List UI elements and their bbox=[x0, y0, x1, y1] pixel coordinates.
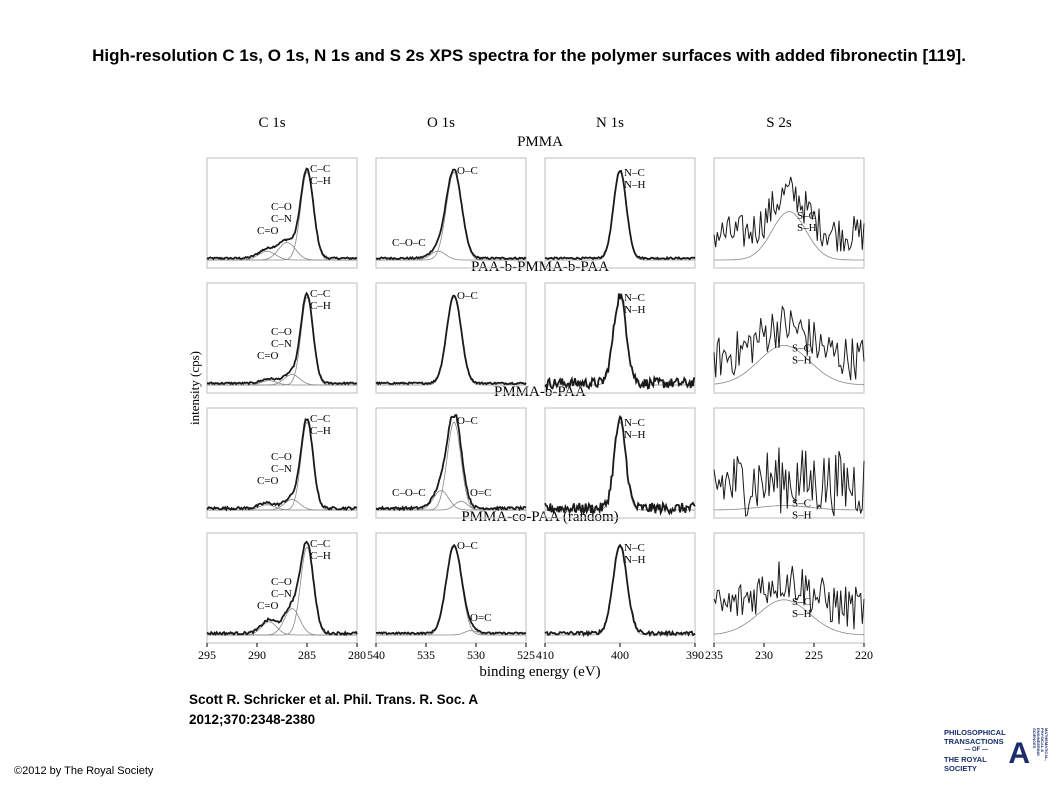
spectrum-line bbox=[714, 177, 864, 252]
peak-annotation: N–H bbox=[624, 554, 646, 566]
citation-line-2: 2012;370:2348-2380 bbox=[189, 712, 316, 727]
row-label: PMMA-co-PAA (random) bbox=[461, 509, 619, 525]
x-tick-label: 225 bbox=[805, 648, 823, 662]
column-header: N 1s bbox=[596, 115, 624, 131]
peak-annotation: S–H bbox=[792, 608, 812, 621]
x-tick-label: 540 bbox=[367, 648, 385, 662]
peak-annotation: C–H bbox=[310, 175, 331, 187]
fit-component-line bbox=[545, 297, 695, 385]
fit-component-line bbox=[545, 422, 695, 510]
peak-annotation: C–O bbox=[271, 576, 292, 588]
peak-annotation: C=O bbox=[257, 350, 279, 362]
x-tick-label: 235 bbox=[705, 648, 723, 662]
peak-annotation: C–N bbox=[271, 463, 292, 475]
peak-annotation: S–C bbox=[792, 596, 811, 609]
citation-line-1: Scott R. Schricker et al. Phil. Trans. R. Soc. A bbox=[189, 692, 479, 707]
fit-component-line bbox=[714, 506, 864, 510]
peak-annotation: N–C bbox=[624, 292, 645, 304]
column-header: C 1s bbox=[258, 115, 286, 131]
peak-annotation: C–N bbox=[271, 588, 292, 600]
x-tick-label: 535 bbox=[417, 648, 435, 662]
peak-annotation: C=O bbox=[257, 600, 279, 612]
spectrum-line bbox=[545, 171, 695, 259]
peak-annotation: C–N bbox=[271, 338, 292, 350]
x-tick-label: 410 bbox=[536, 648, 554, 662]
fit-component-line bbox=[376, 297, 526, 385]
spectrum-line bbox=[714, 561, 864, 629]
logo-line-2: TRANSACTIONS bbox=[944, 737, 1004, 746]
peak-annotation: N–C bbox=[624, 417, 645, 429]
logo-letter: A bbox=[1008, 737, 1030, 770]
logo-line-5: SOCIETY bbox=[944, 764, 977, 773]
copyright-notice: ©2012 by The Royal Society bbox=[14, 765, 154, 777]
panel-frame bbox=[545, 283, 695, 393]
column-header: O 1s bbox=[427, 115, 455, 131]
panel-frame bbox=[545, 408, 695, 518]
spectrum-line bbox=[545, 417, 695, 514]
spectrum-line bbox=[714, 307, 864, 380]
peak-annotation: S–C bbox=[797, 209, 816, 222]
fit-component-line bbox=[545, 547, 695, 635]
x-axis-label: binding energy (eV) bbox=[479, 664, 601, 680]
peak-annotation: S–C bbox=[792, 342, 811, 355]
x-tick-label: 390 bbox=[686, 648, 704, 662]
citation bbox=[189, 690, 478, 730]
panel-frame bbox=[714, 533, 864, 643]
x-tick-label: 530 bbox=[467, 648, 485, 662]
peak-annotation: C–H bbox=[310, 300, 331, 312]
y-axis-label: intensity (cps) bbox=[187, 350, 202, 426]
spectrum-line bbox=[376, 296, 526, 385]
row-label: PAA-b-PMMA-b-PAA bbox=[470, 259, 610, 275]
peak-annotation: C–O bbox=[271, 201, 292, 213]
peak-annotation: S–C bbox=[792, 497, 811, 510]
x-tick-label: 400 bbox=[611, 648, 629, 662]
spectrum-line bbox=[545, 545, 695, 635]
logo-line-1: PHILOSOPHICAL bbox=[944, 728, 1006, 737]
fit-component-line bbox=[545, 172, 695, 260]
peak-annotation: C–C bbox=[310, 413, 331, 425]
panel-frame bbox=[545, 533, 695, 643]
fit-component-line bbox=[207, 609, 357, 635]
x-tick-label: 290 bbox=[248, 648, 266, 662]
peak-annotation: C–C bbox=[310, 163, 331, 175]
peak-annotation: O=C bbox=[470, 487, 492, 499]
peak-annotation: O–C bbox=[457, 165, 478, 177]
peak-annotation: S–H bbox=[797, 221, 817, 234]
row-label: PMMA-b-PAA bbox=[494, 384, 586, 400]
peak-annotation: O–C bbox=[457, 415, 478, 427]
figure-title: High-resolution C 1s, O 1s, N 1s and S 2s XPS spectra for the polymer surfaces with added fibronectin [119]. bbox=[92, 46, 966, 65]
panel-frame bbox=[714, 158, 864, 268]
x-tick-label: 285 bbox=[298, 648, 316, 662]
peak-annotation: C–C bbox=[310, 288, 331, 300]
peak-annotation: N–C bbox=[624, 542, 645, 554]
logo-side-text: MATHEMATICAL, PHYSICAL & ENGINEERING SCIENCES bbox=[1032, 728, 1049, 761]
peak-annotation: N–C bbox=[624, 167, 645, 179]
spectrum-line bbox=[376, 545, 526, 634]
peak-annotation: C–O–C bbox=[392, 237, 426, 249]
x-tick-label: 525 bbox=[517, 648, 535, 662]
x-tick-label: 280 bbox=[348, 648, 366, 662]
row-label: PMMA bbox=[517, 134, 563, 150]
fit-component-line bbox=[376, 547, 526, 635]
peak-annotation: S–H bbox=[792, 354, 812, 367]
x-tick-label: 295 bbox=[198, 648, 216, 662]
peak-annotation: N–H bbox=[624, 304, 646, 316]
peak-annotation: O=C bbox=[470, 612, 492, 624]
peak-annotation: C–H bbox=[310, 425, 331, 437]
peak-annotation: N–H bbox=[624, 429, 646, 441]
peak-annotation: C–C bbox=[310, 538, 331, 550]
peak-annotation: N–H bbox=[624, 179, 646, 191]
peak-annotation: C–H bbox=[310, 550, 331, 562]
x-tick-label: 230 bbox=[755, 648, 773, 662]
peak-annotation: C–N bbox=[271, 213, 292, 225]
peak-annotation: C–O–C bbox=[392, 487, 426, 499]
peak-annotation: O–C bbox=[457, 540, 478, 552]
peak-annotation: C=O bbox=[257, 475, 279, 487]
logo-line-4: THE ROYAL bbox=[944, 755, 987, 764]
peak-annotation: C–O bbox=[271, 451, 292, 463]
x-tick-label: 220 bbox=[855, 648, 873, 662]
peak-annotation: O–C bbox=[457, 290, 478, 302]
peak-annotation: C–O bbox=[271, 326, 292, 338]
logo-line-3: — OF — bbox=[964, 747, 988, 753]
spectrum-line bbox=[545, 294, 695, 389]
peak-annotation: C=O bbox=[257, 225, 279, 237]
peak-annotation: S–H bbox=[792, 509, 812, 522]
column-header: S 2s bbox=[766, 115, 792, 131]
journal-logo bbox=[944, 728, 1048, 780]
panel-frame bbox=[545, 158, 695, 268]
